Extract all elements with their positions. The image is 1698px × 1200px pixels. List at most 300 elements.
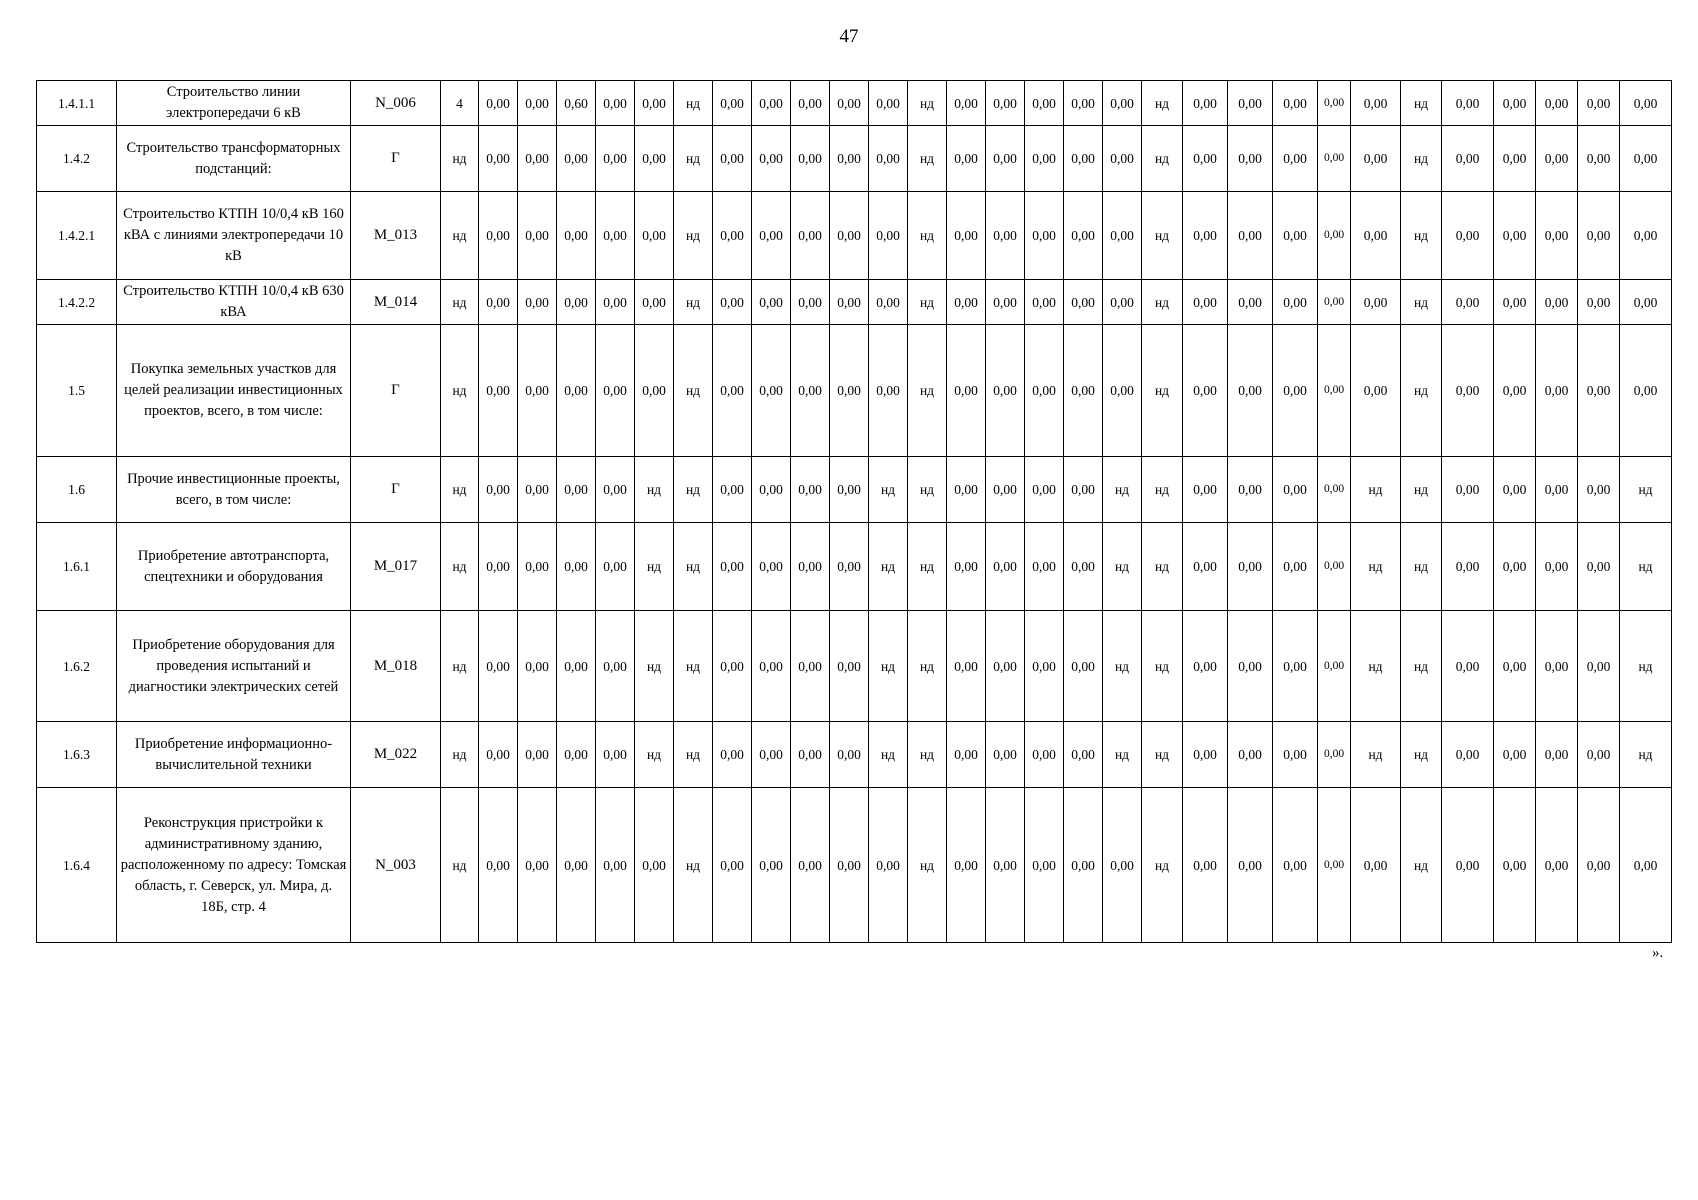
value-cell: 0,00 (1273, 788, 1318, 943)
project-code-cell: M_013 (351, 192, 441, 280)
value-cell: 0,00 (596, 126, 635, 192)
value-cell: 0,00 (1318, 192, 1351, 280)
value-cell: 0,00 (791, 788, 830, 943)
value-cell: 0,00 (1351, 81, 1401, 126)
table-row (37, 722, 1672, 788)
value-cell: нд (441, 126, 479, 192)
project-code-cell: M_014 (351, 280, 441, 325)
value-cell: 0,00 (752, 788, 791, 943)
value-cell: 0,00 (1536, 280, 1578, 325)
value-cell: 0,00 (1351, 788, 1401, 943)
value-cell: 0,00 (596, 81, 635, 126)
project-name-cell: Строительство КТПН 10/0,4 кВ 160 кВА с линиями электропередачи 10 кВ (117, 192, 351, 280)
value-cell: 0,00 (1183, 81, 1228, 126)
value-cell: 0,00 (479, 126, 518, 192)
value-cell: нд (635, 457, 674, 523)
value-cell: 0,00 (1494, 280, 1536, 325)
value-cell: нд (635, 523, 674, 611)
table-row (37, 523, 1672, 611)
value-cell: 0,00 (1578, 81, 1620, 126)
value-cell: 0,00 (713, 126, 752, 192)
value-cell: 0,00 (1620, 81, 1672, 126)
value-cell: 0,00 (635, 192, 674, 280)
value-cell: нд (674, 126, 713, 192)
value-cell: 0,00 (1318, 722, 1351, 788)
project-name-cell: Приобретение автотранспорта, спецтехники и оборудования (117, 523, 351, 611)
value-cell: 0,00 (869, 280, 908, 325)
value-cell: 0,00 (1351, 126, 1401, 192)
value-cell: 0,00 (1578, 611, 1620, 722)
value-cell: 0,00 (1351, 280, 1401, 325)
value-cell: 0,00 (1494, 325, 1536, 457)
value-cell: 0,00 (791, 126, 830, 192)
value-cell: 0,00 (1578, 788, 1620, 943)
project-code-cell: N_003 (351, 788, 441, 943)
value-cell: 0,00 (1025, 523, 1064, 611)
value-cell: 0,00 (752, 126, 791, 192)
value-cell: 0,00 (1228, 126, 1273, 192)
row-number-cell: 1.6.3 (37, 722, 117, 788)
value-cell: нд (1401, 457, 1442, 523)
value-cell: 0,00 (1536, 722, 1578, 788)
value-cell: 0,00 (869, 81, 908, 126)
value-cell: 0,00 (869, 126, 908, 192)
value-cell: 0,00 (713, 192, 752, 280)
value-cell: 0,00 (986, 325, 1025, 457)
row-number-cell: 1.6.1 (37, 523, 117, 611)
value-cell: нд (1620, 523, 1672, 611)
project-code-cell: Г (351, 325, 441, 457)
value-cell: 0,00 (1351, 192, 1401, 280)
value-cell: 0,00 (1064, 611, 1103, 722)
value-cell: 0,00 (791, 280, 830, 325)
value-cell: нд (1620, 722, 1672, 788)
page-number: 47 (839, 26, 859, 47)
value-cell: 0,00 (1494, 192, 1536, 280)
value-cell: 0,00 (947, 192, 986, 280)
value-cell: нд (1401, 788, 1442, 943)
row-number-cell: 1.4.2 (37, 126, 117, 192)
value-cell: 0,00 (791, 325, 830, 457)
value-cell: 0,00 (1318, 611, 1351, 722)
value-cell: 0,00 (1228, 192, 1273, 280)
value-cell: 0,00 (947, 523, 986, 611)
value-cell: 0,00 (518, 523, 557, 611)
value-cell: нд (908, 280, 947, 325)
value-cell: 0,00 (1494, 611, 1536, 722)
value-cell: нд (1401, 611, 1442, 722)
value-cell: 0,00 (752, 457, 791, 523)
value-cell: 0,00 (752, 523, 791, 611)
value-cell: 0,00 (1183, 611, 1228, 722)
value-cell: 0,00 (830, 126, 869, 192)
value-cell: 0,00 (1442, 280, 1494, 325)
value-cell: нд (908, 192, 947, 280)
value-cell: нд (635, 611, 674, 722)
value-cell: 0,00 (479, 788, 518, 943)
value-cell: 0,00 (713, 523, 752, 611)
value-cell: 0,00 (1228, 325, 1273, 457)
value-cell: 0,00 (635, 280, 674, 325)
value-cell: нд (1103, 611, 1142, 722)
value-cell: 0,00 (1442, 611, 1494, 722)
value-cell: нд (1401, 280, 1442, 325)
value-cell: 0,00 (986, 611, 1025, 722)
value-cell: 0,00 (947, 126, 986, 192)
value-cell: 0,00 (1536, 457, 1578, 523)
value-cell: 0,00 (1064, 81, 1103, 126)
project-name-cell: Реконструкция пристройки к административному зданию, расположенному по адресу: Томская область, г. Северск, ул. Мира, д. 18Б, стр. 4 (117, 788, 351, 943)
value-cell: 0,00 (596, 722, 635, 788)
value-cell: 0,00 (1578, 457, 1620, 523)
value-cell: нд (1351, 523, 1401, 611)
value-cell: 0,00 (713, 722, 752, 788)
value-cell: 0,00 (557, 457, 596, 523)
value-cell: 0,00 (518, 192, 557, 280)
value-cell: 0,00 (1025, 457, 1064, 523)
value-cell: 0,00 (1228, 523, 1273, 611)
value-cell: 0,00 (1442, 788, 1494, 943)
table-row (37, 192, 1672, 280)
value-cell: 0,00 (947, 788, 986, 943)
value-cell: нд (1351, 611, 1401, 722)
value-cell: нд (441, 523, 479, 611)
value-cell: 0,00 (1064, 722, 1103, 788)
value-cell: нд (1401, 523, 1442, 611)
value-cell: 0,00 (1103, 280, 1142, 325)
value-cell: 0,00 (518, 611, 557, 722)
value-cell: нд (1142, 280, 1183, 325)
value-cell: 0,00 (830, 81, 869, 126)
value-cell: 0,00 (1494, 722, 1536, 788)
value-cell: 0,00 (596, 192, 635, 280)
value-cell: нд (869, 722, 908, 788)
value-cell: 0,00 (1183, 280, 1228, 325)
value-cell: 0,00 (1273, 611, 1318, 722)
value-cell: 0,00 (1183, 722, 1228, 788)
value-cell: 0,00 (830, 325, 869, 457)
row-number-cell: 1.6.2 (37, 611, 117, 722)
value-cell: 0,00 (1273, 722, 1318, 788)
row-number-cell: 1.6.4 (37, 788, 117, 943)
value-cell: 0,00 (1442, 722, 1494, 788)
value-cell: 0,00 (1025, 722, 1064, 788)
value-cell: нд (1351, 722, 1401, 788)
value-cell: 0,00 (1273, 523, 1318, 611)
value-cell: 0,00 (752, 325, 791, 457)
value-cell: нд (908, 523, 947, 611)
value-cell: 0,00 (1273, 192, 1318, 280)
value-cell: 0,00 (1442, 192, 1494, 280)
value-cell: 0,00 (791, 81, 830, 126)
value-cell: 0,00 (986, 457, 1025, 523)
value-cell: нд (1142, 457, 1183, 523)
value-cell: 0,00 (947, 81, 986, 126)
value-cell: 0,00 (1025, 81, 1064, 126)
value-cell: 0,00 (947, 280, 986, 325)
value-cell: 0,00 (1442, 523, 1494, 611)
value-cell: 0,00 (1578, 325, 1620, 457)
value-cell: 0,00 (1273, 280, 1318, 325)
project-code-cell: Г (351, 126, 441, 192)
value-cell: нд (674, 523, 713, 611)
value-cell: 0,00 (557, 280, 596, 325)
value-cell: 0,00 (596, 280, 635, 325)
value-cell: 0,00 (518, 457, 557, 523)
value-cell: нд (1401, 722, 1442, 788)
value-cell: нд (674, 81, 713, 126)
value-cell: 0,00 (596, 325, 635, 457)
value-cell: нд (908, 788, 947, 943)
value-cell: нд (908, 325, 947, 457)
value-cell: 0,00 (1183, 192, 1228, 280)
value-cell: 0,00 (1494, 126, 1536, 192)
value-cell: нд (1142, 611, 1183, 722)
value-cell: 0,00 (869, 788, 908, 943)
value-cell: 0,00 (1273, 457, 1318, 523)
value-cell: 0,00 (1064, 457, 1103, 523)
value-cell: 0,00 (635, 81, 674, 126)
value-cell: 0,00 (1620, 280, 1672, 325)
value-cell: 0,00 (1064, 788, 1103, 943)
value-cell: 0,00 (947, 611, 986, 722)
value-cell: нд (441, 788, 479, 943)
value-cell: 4 (441, 81, 479, 126)
value-cell: нд (1401, 325, 1442, 457)
value-cell: 0,00 (947, 325, 986, 457)
value-cell: нд (441, 325, 479, 457)
value-cell: нд (441, 722, 479, 788)
table-row (37, 325, 1672, 457)
value-cell: 0,00 (1025, 788, 1064, 943)
value-cell: нд (441, 280, 479, 325)
value-cell: 0,00 (1103, 788, 1142, 943)
value-cell: 0,00 (1494, 81, 1536, 126)
project-name-cell: Приобретение информационно-вычислительной техники (117, 722, 351, 788)
value-cell: 0,00 (713, 788, 752, 943)
value-cell: нд (1401, 81, 1442, 126)
value-cell: 0,00 (713, 81, 752, 126)
project-name-cell: Покупка земельных участков для целей реализации инвестиционных проектов, всего, в том числе: (117, 325, 351, 457)
project-code-cell: N_006 (351, 81, 441, 126)
value-cell: 0,00 (1103, 81, 1142, 126)
row-number-cell: 1.4.2.1 (37, 192, 117, 280)
value-cell: 0,00 (557, 722, 596, 788)
value-cell: 0,00 (635, 788, 674, 943)
project-name-cell: Строительство КТПН 10/0,4 кВ 630 кВА (117, 280, 351, 325)
value-cell: 0,00 (1228, 722, 1273, 788)
value-cell: 0,00 (947, 457, 986, 523)
value-cell: 0,00 (1318, 788, 1351, 943)
value-cell: нд (908, 81, 947, 126)
value-cell: 0,00 (1228, 457, 1273, 523)
value-cell: нд (1142, 722, 1183, 788)
value-cell: нд (869, 523, 908, 611)
project-name-cell: Строительство трансформаторных подстанций: (117, 126, 351, 192)
value-cell: 0,00 (1025, 325, 1064, 457)
value-cell: 0,00 (1183, 523, 1228, 611)
project-name-cell: Приобретение оборудования для проведения испытаний и диагностики электрических сетей (117, 611, 351, 722)
value-cell: 0,00 (518, 722, 557, 788)
table-row (37, 788, 1672, 943)
value-cell: 0,00 (752, 192, 791, 280)
value-cell: 0,00 (752, 81, 791, 126)
value-cell: нд (908, 126, 947, 192)
value-cell: нд (674, 280, 713, 325)
value-cell: нд (674, 722, 713, 788)
value-cell: 0,00 (830, 788, 869, 943)
value-cell: 0,00 (791, 523, 830, 611)
value-cell: 0,00 (479, 325, 518, 457)
value-cell: 0,00 (557, 192, 596, 280)
value-cell: 0,00 (596, 611, 635, 722)
table-row (37, 280, 1672, 325)
value-cell: 0,00 (518, 81, 557, 126)
value-cell: 0,00 (1620, 126, 1672, 192)
value-cell: 0,00 (1578, 280, 1620, 325)
value-cell: нд (869, 457, 908, 523)
value-cell: 0,00 (557, 126, 596, 192)
value-cell: нд (635, 722, 674, 788)
value-cell: 0,00 (596, 788, 635, 943)
value-cell: 0,00 (1228, 611, 1273, 722)
value-cell: нд (1142, 192, 1183, 280)
value-cell: 0,00 (986, 280, 1025, 325)
value-cell: 0,00 (1494, 457, 1536, 523)
table-row (37, 81, 1672, 126)
value-cell: 0,00 (479, 81, 518, 126)
value-cell: нд (908, 722, 947, 788)
value-cell: 0,00 (830, 457, 869, 523)
value-cell: 0,00 (713, 457, 752, 523)
value-cell: 0,00 (596, 523, 635, 611)
value-cell: 0,00 (1103, 192, 1142, 280)
value-cell: нд (1142, 81, 1183, 126)
value-cell: 0,00 (830, 280, 869, 325)
value-cell: нд (1103, 523, 1142, 611)
value-cell: 0,00 (1025, 280, 1064, 325)
value-cell: 0,00 (830, 722, 869, 788)
value-cell: 0,00 (1064, 325, 1103, 457)
value-cell: 0,00 (1103, 325, 1142, 457)
project-code-cell: M_017 (351, 523, 441, 611)
row-number-cell: 1.6 (37, 457, 117, 523)
project-name-cell: Прочие инвестиционные проекты, всего, в том числе: (117, 457, 351, 523)
value-cell: нд (674, 611, 713, 722)
value-cell: 0,00 (1025, 611, 1064, 722)
closing-quote-mark: ». (1652, 945, 1664, 961)
value-cell: нд (1103, 722, 1142, 788)
value-cell: 0,00 (791, 192, 830, 280)
project-name-cell: Строительство линии электропередачи 6 кВ (117, 81, 351, 126)
value-cell: 0,00 (986, 192, 1025, 280)
value-cell: 0,00 (1228, 81, 1273, 126)
value-cell: 0,00 (752, 280, 791, 325)
value-cell: 0,00 (557, 325, 596, 457)
value-cell: 0,00 (947, 722, 986, 788)
value-cell: нд (1401, 126, 1442, 192)
project-code-cell: M_022 (351, 722, 441, 788)
value-cell: 0,00 (1103, 126, 1142, 192)
value-cell: 0,00 (1578, 523, 1620, 611)
value-cell: 0,00 (791, 722, 830, 788)
value-cell: 0,00 (1620, 788, 1672, 943)
value-cell: 0,00 (1442, 457, 1494, 523)
value-cell: 0,00 (1228, 280, 1273, 325)
value-cell: 0,00 (1442, 325, 1494, 457)
value-cell: 0,00 (1620, 192, 1672, 280)
value-cell: 0,00 (1318, 81, 1351, 126)
value-cell: нд (674, 192, 713, 280)
value-cell: 0,00 (1318, 457, 1351, 523)
value-cell: 0,00 (1273, 325, 1318, 457)
value-cell: нд (674, 788, 713, 943)
project-code-cell: M_018 (351, 611, 441, 722)
value-cell: 0,00 (596, 457, 635, 523)
investment-table (36, 80, 1672, 943)
value-cell: 0,00 (1578, 192, 1620, 280)
value-cell: 0,00 (1536, 81, 1578, 126)
value-cell: 0,00 (713, 611, 752, 722)
value-cell: нд (1142, 325, 1183, 457)
value-cell: 0,00 (1318, 325, 1351, 457)
value-cell: 0,00 (518, 325, 557, 457)
value-cell: 0,00 (1620, 325, 1672, 457)
value-cell: 0,00 (752, 611, 791, 722)
value-cell: 0,00 (518, 280, 557, 325)
value-cell: нд (908, 611, 947, 722)
value-cell: 0,00 (1442, 81, 1494, 126)
value-cell: 0,00 (830, 611, 869, 722)
value-cell: 0,00 (479, 457, 518, 523)
value-cell: 0,00 (1318, 280, 1351, 325)
value-cell: 0,00 (479, 192, 518, 280)
value-cell: 0,00 (752, 722, 791, 788)
value-cell: 0,00 (1273, 81, 1318, 126)
value-cell: 0,00 (1536, 611, 1578, 722)
row-number-cell: 1.5 (37, 325, 117, 457)
value-cell: 0,00 (1536, 325, 1578, 457)
value-cell: 0,00 (830, 523, 869, 611)
value-cell: нд (1142, 126, 1183, 192)
value-cell: 0,00 (869, 325, 908, 457)
value-cell: 0,00 (1025, 192, 1064, 280)
value-cell: нд (1351, 457, 1401, 523)
value-cell: нд (1620, 611, 1672, 722)
value-cell: нд (1401, 192, 1442, 280)
value-cell: нд (1142, 523, 1183, 611)
table-row (37, 457, 1672, 523)
value-cell: нд (441, 611, 479, 722)
table-row (37, 126, 1672, 192)
value-cell: 0,00 (635, 126, 674, 192)
row-number-cell: 1.4.2.2 (37, 280, 117, 325)
value-cell: 0,00 (713, 280, 752, 325)
table-row (37, 611, 1672, 722)
value-cell: 0,00 (1536, 192, 1578, 280)
value-cell: 0,00 (557, 523, 596, 611)
value-cell: 0,00 (1536, 523, 1578, 611)
value-cell: 0,00 (1494, 523, 1536, 611)
row-number-cell: 1.4.1.1 (37, 81, 117, 126)
value-cell: 0,00 (518, 126, 557, 192)
value-cell: 0,00 (1064, 523, 1103, 611)
value-cell: 0,00 (1183, 126, 1228, 192)
value-cell: 0,00 (986, 722, 1025, 788)
value-cell: 0,00 (1442, 126, 1494, 192)
value-cell: 0,00 (1318, 523, 1351, 611)
value-cell: 0,00 (791, 611, 830, 722)
